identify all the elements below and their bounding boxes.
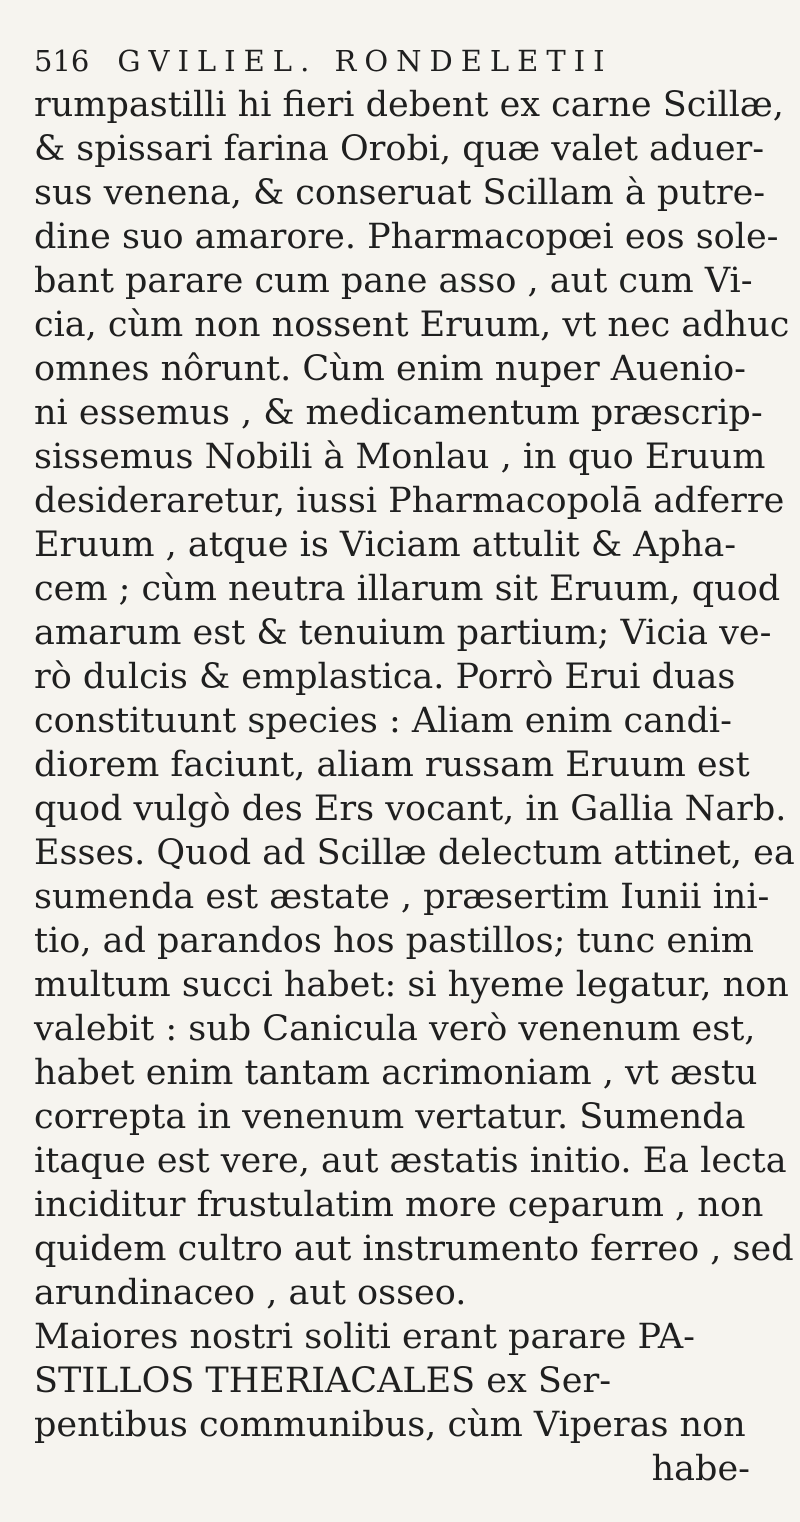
- text-line: pentibus communibus, cùm Viperas non: [34, 1405, 746, 1445]
- text-line: Maiores nostri soliti erant parare PA-: [34, 1317, 695, 1357]
- text-line: quidem cultro aut instrumento ferreo , sed: [34, 1229, 794, 1269]
- text-line: multum succi habet: si hyeme legatur, non: [34, 965, 789, 1005]
- text-line: inciditur frustulatim more ceparum , non: [34, 1185, 764, 1225]
- text-line: ni essemus , & medicamentum præscrip-: [34, 393, 763, 433]
- text-line: habet enim tantam acrimoniam , vt æstu: [34, 1053, 758, 1093]
- text-line: cem ; cùm neutra illarum sit Eruum, quod: [34, 569, 781, 609]
- text-line: Eruum , atque is Viciam attulit & Apha-: [34, 525, 737, 565]
- text-line: correpta in venenum vertatur. Sumenda: [34, 1097, 746, 1137]
- text-line: dine suo amarore. Pharmacopœi eos sole-: [34, 217, 779, 257]
- text-line: rò dulcis & emplastica. Porrò Erui duas: [34, 657, 736, 697]
- text-line: amarum est & tenuium partium; Vicia ve-: [34, 613, 772, 653]
- text-line: STILLOS THERIACALES ex Ser-: [34, 1361, 612, 1401]
- text-block: [34, 83, 795, 1491]
- text-line: cia, cùm non nossent Eruum, vt nec adhuc: [34, 305, 790, 345]
- catchword: habe-: [651, 1449, 750, 1489]
- text-line: arundinaceo , aut osseo.: [34, 1273, 467, 1313]
- text-line: sus venena, & conseruat Scillam à putre-: [34, 173, 766, 213]
- running-head: [34, 42, 766, 80]
- text-line: itaque est vere, aut æstatis initio. Ea lecta: [34, 1141, 787, 1181]
- running-title: GVILIEL. RONDELETII: [117, 44, 613, 78]
- text-line: sumenda est æstate , præsertim Iunii ini-: [34, 877, 770, 917]
- text-line: constituunt species : Aliam enim candi-: [34, 701, 732, 741]
- text-line: & spissari farina Orobi, quæ valet aduer-: [34, 129, 765, 169]
- text-line: tio, ad parandos hos pastillos; tunc enim: [34, 921, 754, 961]
- text-line: omnes nôrunt. Cùm enim nuper Auenio-: [34, 349, 746, 389]
- text-line: Esses. Quod ad Scillæ delectum attinet, ea: [34, 833, 795, 873]
- text-line: quod vulgò des Ers vocant, in Gallia Narb.: [34, 789, 787, 829]
- page-number: 516: [34, 44, 90, 78]
- text-line: valebit : sub Canicula verò venenum est,: [34, 1009, 756, 1049]
- text-line: diorem faciunt, aliam russam Eruum est: [34, 745, 750, 785]
- text-line: rumpastilli hi fieri debent ex carne Scillæ,: [34, 85, 784, 125]
- text-line: sissemus Nobili à Monlau , in quo Eruum: [34, 437, 766, 477]
- text-line: desideraretur, iussi Pharmacopolā adferre: [34, 481, 785, 521]
- text-line: bant parare cum pane asso , aut cum Vi-: [34, 261, 753, 301]
